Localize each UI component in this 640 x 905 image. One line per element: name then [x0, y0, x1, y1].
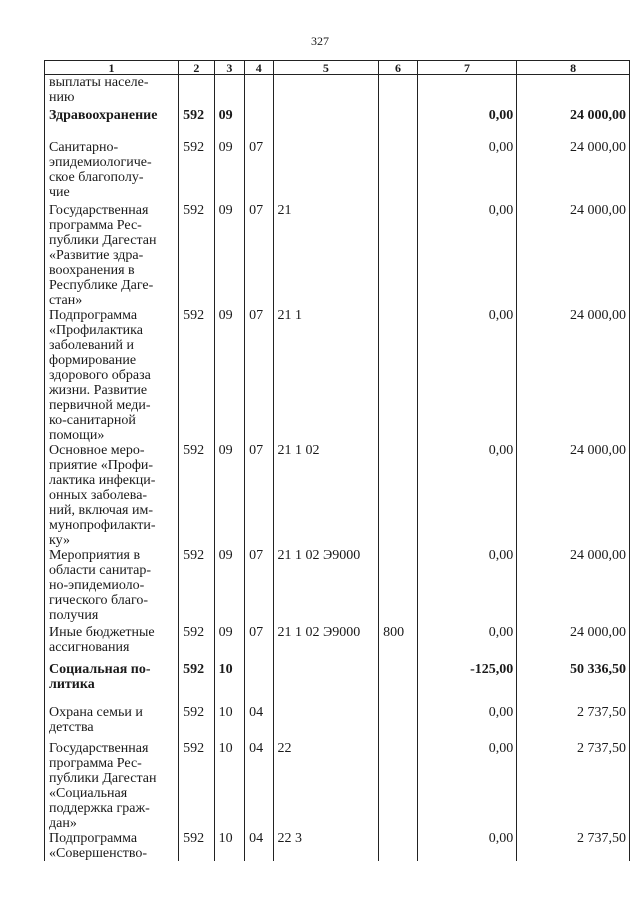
- row-name-cell: Мероприятия в области санитар- но-эпидемиоло- гического благо- получия: [45, 548, 179, 625]
- table-row: [45, 625, 630, 662]
- section-code-cell: [214, 75, 244, 109]
- section-code-cell: 10: [214, 705, 244, 741]
- column-header: 7: [417, 61, 517, 75]
- ministry-code-cell: 592: [179, 548, 215, 625]
- subsection-code-cell: 07: [245, 548, 273, 625]
- row-name-cell: Государственная программа Рес- публики Дагестан «Социальная поддержка граж- дан»: [45, 741, 179, 831]
- ministry-code-cell: 592: [179, 831, 215, 861]
- table-row: [45, 75, 630, 109]
- column-header: 1: [45, 61, 179, 75]
- total-amount-cell: 24 000,00: [517, 625, 630, 662]
- table-row: [45, 203, 630, 308]
- column-header: 5: [273, 61, 379, 75]
- row-name-cell: Подпрограмма «Профилактика заболеваний и формирование здорового образа жизни. Развитие первичной меди- ко-санитарной помощи»: [45, 308, 179, 443]
- change-amount-cell: 0,00: [417, 625, 517, 662]
- table-row: [45, 831, 630, 861]
- total-amount-cell: 24 000,00: [517, 203, 630, 308]
- target-article-cell: [273, 140, 379, 203]
- target-article-cell: 21: [273, 203, 379, 308]
- target-article-cell: [273, 108, 379, 140]
- total-amount-cell: 24 000,00: [517, 548, 630, 625]
- table-row: [45, 308, 630, 443]
- table-row: [45, 443, 630, 548]
- change-amount-cell: 0,00: [417, 548, 517, 625]
- row-name-cell: Санитарно- эпидемиологиче- ское благополу- чие: [45, 140, 179, 203]
- section-code-cell: 09: [214, 443, 244, 548]
- ministry-code-cell: [179, 75, 215, 109]
- subsection-code-cell: 07: [245, 140, 273, 203]
- table-row: [45, 548, 630, 625]
- ministry-code-cell: 592: [179, 203, 215, 308]
- row-name-cell: Основное меро- приятие «Профи- лактика инфекци- онных заболева- ний, включая им- мунопрофилакти- ку»: [45, 443, 179, 548]
- total-amount-cell: 24 000,00: [517, 140, 630, 203]
- column-header: 6: [379, 61, 418, 75]
- table-row: [45, 140, 630, 203]
- table-body: [45, 75, 630, 862]
- subsection-code-cell: 07: [245, 443, 273, 548]
- change-amount-cell: 0,00: [417, 741, 517, 831]
- change-amount-cell: 0,00: [417, 140, 517, 203]
- target-article-cell: [273, 75, 379, 109]
- table-row: [45, 108, 630, 140]
- ministry-code-cell: 592: [179, 705, 215, 741]
- section-code-cell: 09: [214, 625, 244, 662]
- target-article-cell: 22 3: [273, 831, 379, 861]
- ministry-code-cell: 592: [179, 140, 215, 203]
- total-amount-cell: 2 737,50: [517, 831, 630, 861]
- row-name-cell: Подпрограмма «Совершенство-: [45, 831, 179, 861]
- target-article-cell: [273, 705, 379, 741]
- total-amount-cell: 24 000,00: [517, 108, 630, 140]
- subsection-code-cell: 04: [245, 831, 273, 861]
- column-header: 2: [179, 61, 215, 75]
- expense-type-cell: [379, 308, 418, 443]
- page-number: 327: [311, 34, 329, 48]
- ministry-code-cell: 592: [179, 108, 215, 140]
- subsection-code-cell: 07: [245, 203, 273, 308]
- expense-type-cell: [379, 203, 418, 308]
- expense-type-cell: [379, 75, 418, 109]
- ministry-code-cell: 592: [179, 741, 215, 831]
- change-amount-cell: 0,00: [417, 705, 517, 741]
- target-article-cell: [273, 662, 379, 705]
- expense-type-cell: [379, 662, 418, 705]
- total-amount-cell: 24 000,00: [517, 308, 630, 443]
- change-amount-cell: 0,00: [417, 308, 517, 443]
- change-amount-cell: 0,00: [417, 831, 517, 861]
- ministry-code-cell: 592: [179, 308, 215, 443]
- ministry-code-cell: 592: [179, 625, 215, 662]
- subsection-code-cell: 04: [245, 705, 273, 741]
- row-name-cell: Государственная программа Рес- публики Дагестан «Развитие здра- воохранения в Республике Даге- стан»: [45, 203, 179, 308]
- target-article-cell: 21 1 02 Э9000: [273, 625, 379, 662]
- row-name-cell: Социальная по- литика: [45, 662, 179, 705]
- total-amount-cell: 50 336,50: [517, 662, 630, 705]
- expense-type-cell: [379, 548, 418, 625]
- expense-type-cell: 800: [379, 625, 418, 662]
- expense-type-cell: [379, 741, 418, 831]
- row-name-cell: Здравоохранение: [45, 108, 179, 140]
- ministry-code-cell: 592: [179, 443, 215, 548]
- subsection-code-cell: [245, 108, 273, 140]
- change-amount-cell: [417, 75, 517, 109]
- row-name-cell: Охрана семьи и детства: [45, 705, 179, 741]
- subsection-code-cell: [245, 662, 273, 705]
- change-amount-cell: 0,00: [417, 443, 517, 548]
- table-row: [45, 705, 630, 741]
- ministry-code-cell: 592: [179, 662, 215, 705]
- change-amount-cell: 0,00: [417, 108, 517, 140]
- total-amount-cell: 24 000,00: [517, 443, 630, 548]
- total-amount-cell: 2 737,50: [517, 705, 630, 741]
- expense-type-cell: [379, 831, 418, 861]
- column-header: 3: [214, 61, 244, 75]
- total-amount-cell: [517, 75, 630, 109]
- section-code-cell: 10: [214, 831, 244, 861]
- subsection-code-cell: 07: [245, 625, 273, 662]
- column-header: 8: [517, 61, 630, 75]
- section-code-cell: 10: [214, 662, 244, 705]
- subsection-code-cell: 07: [245, 308, 273, 443]
- table-row: [45, 741, 630, 831]
- expense-type-cell: [379, 108, 418, 140]
- row-name-cell: выплаты населе- нию: [45, 75, 179, 109]
- target-article-cell: 21 1 02: [273, 443, 379, 548]
- section-code-cell: 10: [214, 741, 244, 831]
- header-row: [45, 61, 630, 75]
- table-row: [45, 662, 630, 705]
- section-code-cell: 09: [214, 203, 244, 308]
- total-amount-cell: 2 737,50: [517, 741, 630, 831]
- section-code-cell: 09: [214, 140, 244, 203]
- budget-table: [44, 60, 630, 861]
- row-name-cell: Иные бюджетные ассигнования: [45, 625, 179, 662]
- target-article-cell: 21 1: [273, 308, 379, 443]
- target-article-cell: 21 1 02 Э9000: [273, 548, 379, 625]
- subsection-code-cell: [245, 75, 273, 109]
- expense-type-cell: [379, 140, 418, 203]
- subsection-code-cell: 04: [245, 741, 273, 831]
- section-code-cell: 09: [214, 548, 244, 625]
- column-header: 4: [245, 61, 273, 75]
- expense-type-cell: [379, 443, 418, 548]
- change-amount-cell: -125,00: [417, 662, 517, 705]
- target-article-cell: 22: [273, 741, 379, 831]
- change-amount-cell: 0,00: [417, 203, 517, 308]
- expense-type-cell: [379, 705, 418, 741]
- section-code-cell: 09: [214, 108, 244, 140]
- section-code-cell: 09: [214, 308, 244, 443]
